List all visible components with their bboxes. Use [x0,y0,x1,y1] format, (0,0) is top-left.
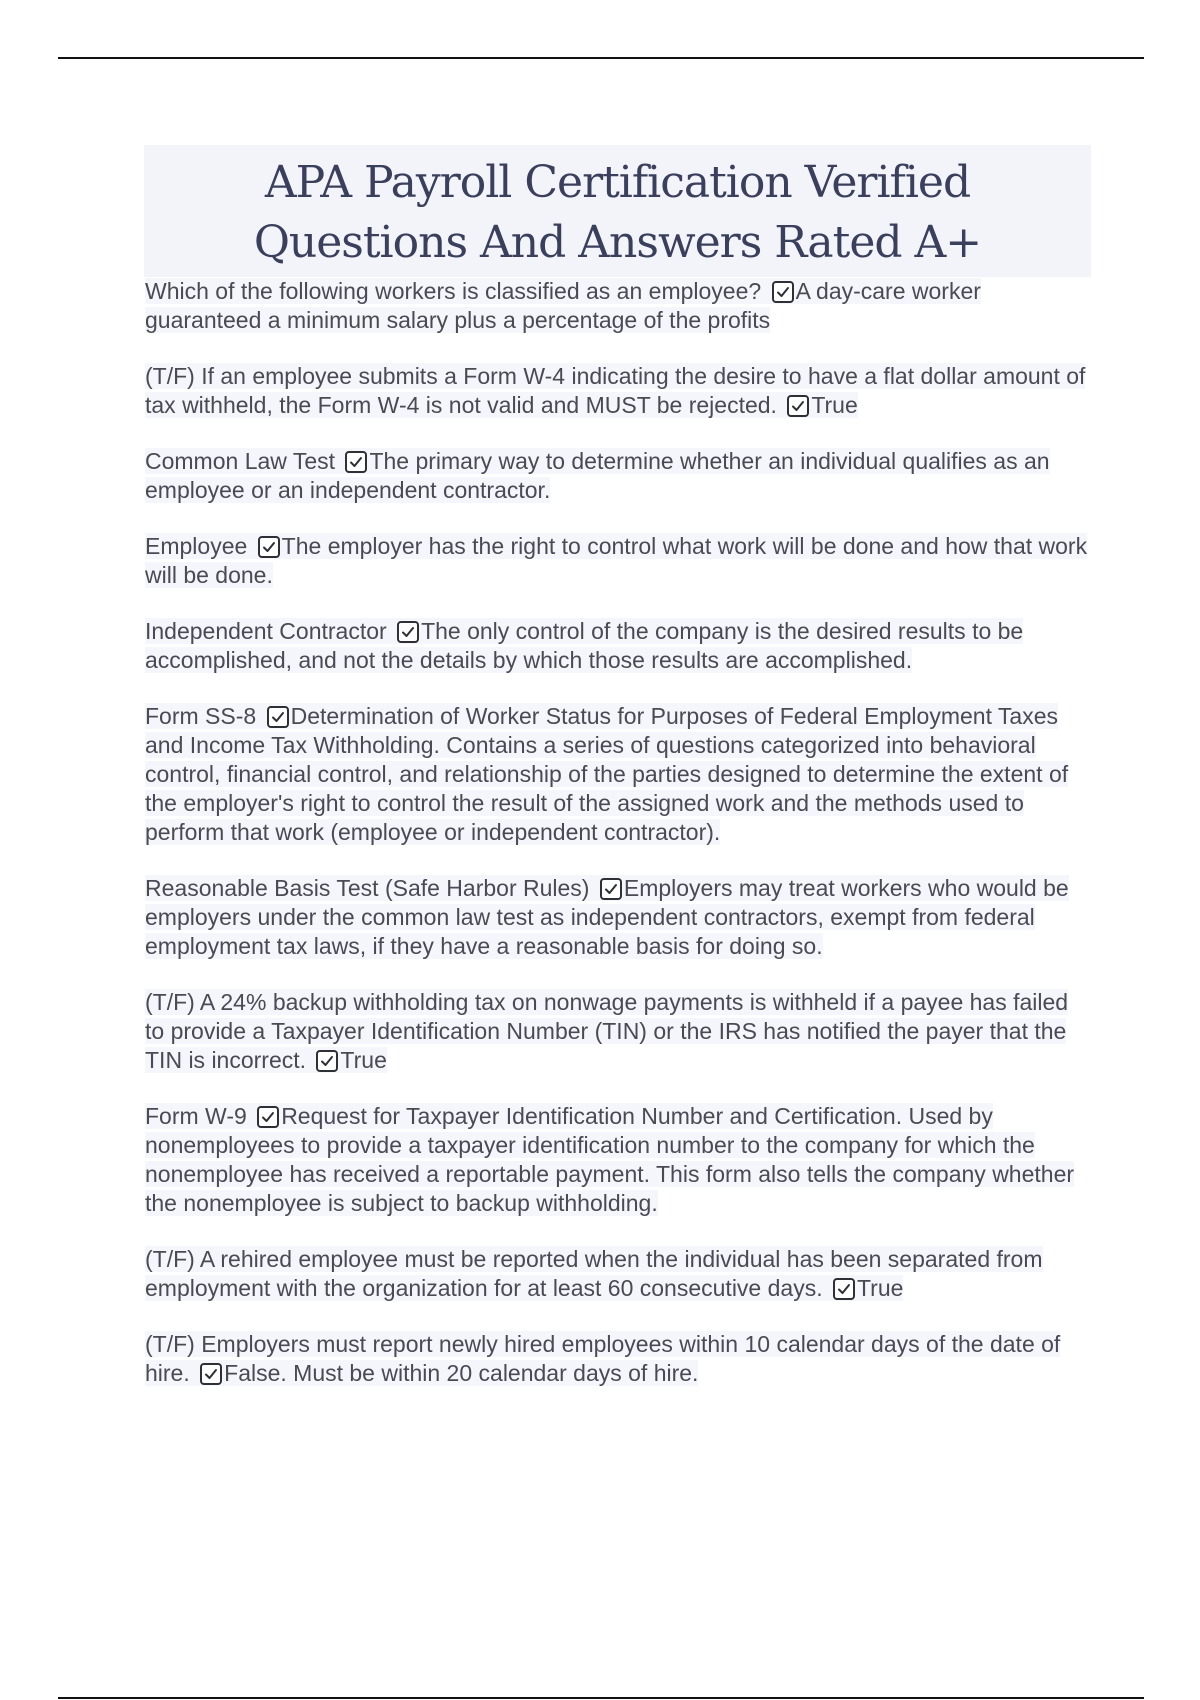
answer-text: The primary way to determine whether an individual qualifies as an employee or an independent contractor. [145,448,1050,503]
checkbox-checked-icon [397,621,419,643]
question-text: (T/F) If an employee submits a Form W-4 indicating the desire to have a flat dollar amount of tax withheld, the Form W-4 is not valid and MUST be rejected. [145,363,1086,418]
question-text: Form W-9 [145,1103,247,1129]
qa-item [145,1245,1091,1303]
qa-item [145,362,1091,420]
checkbox-checked-icon [772,281,794,303]
answer-text: Request for Taxpayer Identification Number and Certification. Used by nonemployees to provide a taxpayer identification number to the company for which the nonemployee has received a reportable payment. This form also tells the company whether the nonemployee is subject to backup withholding. [145,1103,1075,1216]
question-text: Reasonable Basis Test (Safe Harbor Rules) [145,875,590,901]
checkbox-checked-icon [200,1363,222,1385]
qa-item [145,702,1091,847]
checkbox-checked-icon [345,451,367,473]
document-body [145,145,1091,1415]
answer-text: Determination of Worker Status for Purposes of Federal Employment Taxes and Income Tax Withholding. Contains a series of questions categorized into behavioral control, financial control, and relationship of the parties designed to determine the extent of the employer's right to control the result of the assigned work and the methods used to perform that work (employee or independent contractor). [145,703,1069,845]
checkbox-checked-icon [267,706,289,728]
qa-item [145,1102,1091,1218]
answer-text: The employer has the right to control what work will be done and how that work will be done. [145,533,1088,588]
answer-text: The only control of the company is the desired results to be accomplished, and not the details by which those results are accomplished. [145,618,1024,673]
qa-item [145,277,1091,335]
title-block [144,145,1091,277]
checkbox-checked-icon [600,878,622,900]
document-title: APA Payroll Certification Verified Questions And Answers Rated A+ [253,157,982,268]
answer-text: True [811,392,858,418]
question-text: Independent Contractor [145,618,387,644]
qa-item [145,447,1091,505]
question-text: Which of the following workers is classified as an employee? [145,278,762,304]
answer-text: False. Must be within 20 calendar days of hire. [224,1360,699,1386]
qa-item [145,617,1091,675]
question-text: Form SS-8 [145,703,257,729]
qa-list [145,277,1091,1388]
answer-text: True [340,1047,387,1073]
bottom-rule [58,1697,1144,1699]
checkbox-checked-icon [787,395,809,417]
top-rule [58,57,1144,59]
question-text: (T/F) Employers must report newly hired employees within 10 calendar days of the date of hire. [145,1331,1061,1386]
checkbox-checked-icon [257,1106,279,1128]
qa-item [145,532,1091,590]
qa-item [145,874,1091,961]
answer-text: True [856,1275,904,1301]
question-text: (T/F) A 24% backup withholding tax on nonwage payments is withheld if a payee has failed to provide a Taxpayer Identification Number (TIN) or the IRS has notified the payer that the TIN is incorrect. [145,989,1069,1073]
qa-item [145,1330,1091,1388]
qa-item [145,988,1091,1075]
checkbox-checked-icon [833,1278,855,1300]
checkbox-checked-icon [316,1050,338,1072]
question-text: Common Law Test [145,448,336,474]
answer-text: Employers may treat workers who would be employers under the common law test as independent contractors, exempt from federal employment tax laws, if they have a reasonable basis for doing so. [145,875,1069,959]
question-text: (T/F) A rehired employee must be reported when the individual has been separated from employment with the organization for at least 60 consecutive days. [145,1246,1043,1301]
question-text: Employee [145,533,248,559]
checkbox-checked-icon [258,536,280,558]
answer-text: A day-care worker guaranteed a minimum salary plus a percentage of the profits [145,278,981,333]
